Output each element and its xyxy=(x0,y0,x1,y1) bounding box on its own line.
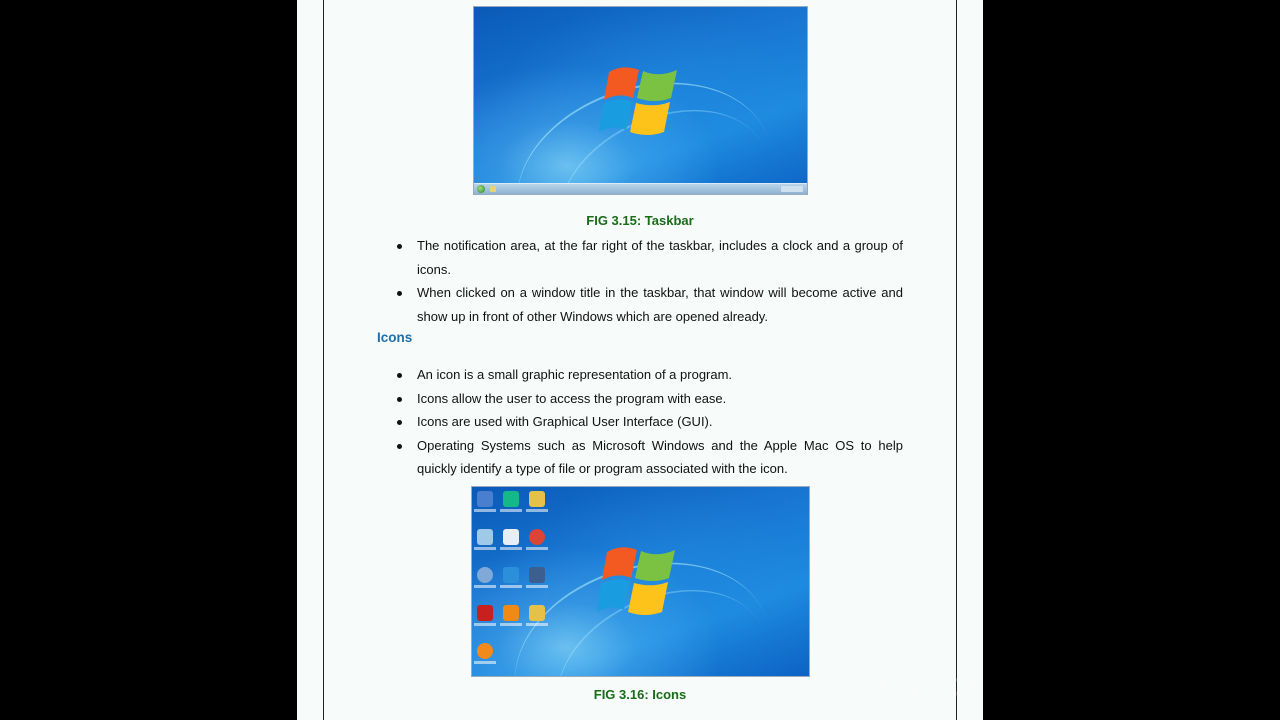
watermark: InShot xyxy=(866,668,983,703)
list-item: An icon is a small graphic representation of a program. xyxy=(395,363,903,387)
list-item: The notification area, at the far right of the taskbar, includes a clock and a group of icons. xyxy=(395,234,903,281)
taskbar-bullet-list xyxy=(395,234,903,328)
list-item: Operating Systems such as Microsoft Windows and the Apple Mac OS to help quickly identify a type of file or program associated with the icon. xyxy=(395,434,903,481)
bullet-icon xyxy=(397,291,402,296)
computer-icon[interactable] xyxy=(474,491,496,517)
bullet-icon xyxy=(397,420,402,425)
list-item: When clicked on a window title in the taskbar, that window will become active and show up in front of other Windows which are opened already. xyxy=(395,281,903,328)
bullet-icon xyxy=(397,244,402,249)
icons-bullet-list xyxy=(395,363,903,481)
section-heading-icons: Icons xyxy=(377,330,413,345)
document-page xyxy=(297,0,983,720)
list-item: Icons are used with Graphical User Interface (GUI). xyxy=(395,410,903,434)
figure-caption-icons: FIG 3.16: Icons xyxy=(593,687,687,702)
globe-icon[interactable] xyxy=(474,567,496,593)
document-icon[interactable] xyxy=(500,529,522,555)
windows-logo-icon xyxy=(597,542,683,622)
icons-figure-image xyxy=(471,486,810,677)
avast-icon[interactable] xyxy=(474,643,496,669)
bullet-icon xyxy=(397,444,402,449)
start-button-icon[interactable] xyxy=(477,185,485,193)
chrome-icon[interactable] xyxy=(526,529,548,555)
windows-logo-icon xyxy=(599,62,685,142)
page-border-right xyxy=(956,0,957,720)
notification-area[interactable] xyxy=(781,186,803,192)
vlc-icon[interactable] xyxy=(500,605,522,631)
media-player-icon[interactable] xyxy=(500,567,522,593)
folder-icon[interactable] xyxy=(526,605,548,631)
grammarly-icon[interactable] xyxy=(500,491,522,517)
figure-caption-taskbar: FIG 3.15: Taskbar xyxy=(586,213,694,228)
taskbar xyxy=(474,183,807,194)
taskbar-folder-icon[interactable] xyxy=(490,186,496,192)
taskbar-figure-image xyxy=(473,6,808,195)
recycle-bin-icon[interactable] xyxy=(474,529,496,555)
monitor-icon[interactable] xyxy=(526,567,548,593)
bullet-icon xyxy=(397,373,402,378)
page-border-left xyxy=(323,0,324,720)
bullet-icon xyxy=(397,397,402,402)
folder-icon[interactable] xyxy=(526,491,548,517)
list-item: Icons allow the user to access the program with ease. xyxy=(395,387,903,411)
acrobat-icon[interactable] xyxy=(474,605,496,631)
